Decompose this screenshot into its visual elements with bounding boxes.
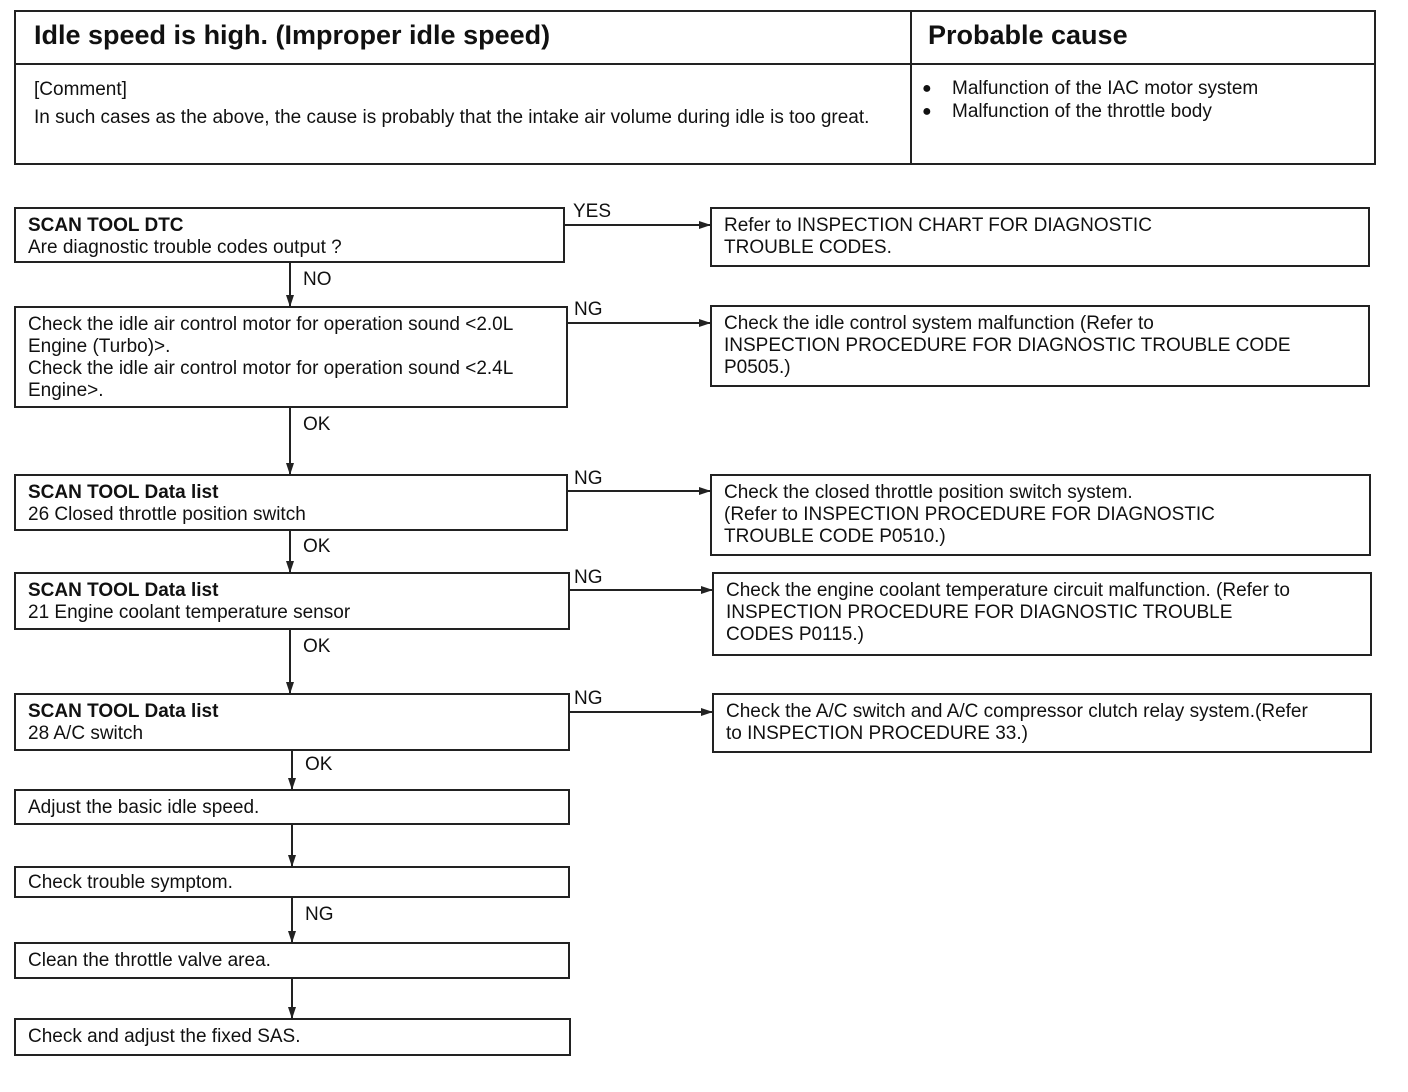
branch-label-ng: NG — [574, 567, 603, 588]
result-idle-control-system — [710, 305, 1370, 387]
step-clean-throttle-valve — [14, 942, 570, 979]
step-iac-motor-sound — [14, 306, 568, 408]
probable-cause-heading: Probable cause — [912, 12, 1374, 65]
result-text: INSPECTION PROCEDURE FOR DIAGNOSTIC TROUBLE — [726, 602, 1233, 623]
step-ac-switch — [14, 693, 570, 751]
result-text: Refer to INSPECTION CHART FOR DIAGNOSTIC — [724, 215, 1152, 236]
bullet-icon: ● — [922, 80, 932, 97]
step-text: Check the idle air control motor for operation sound <2.4L — [28, 358, 514, 379]
step-title: SCAN TOOL Data list — [28, 482, 219, 503]
step-text: Clean the throttle valve area. — [28, 950, 271, 971]
result-text: TROUBLE CODES. — [724, 237, 892, 258]
branch-label-yes: YES — [573, 201, 612, 222]
step-adjust-fixed-sas — [14, 1018, 571, 1056]
branch-label-ok: OK — [303, 536, 331, 557]
page-title: Idle speed is high. (Improper idle speed) — [16, 12, 912, 65]
step-text: Engine>. — [28, 380, 104, 401]
branch-label-no: NO — [303, 269, 332, 290]
step-title: SCAN TOOL Data list — [28, 701, 219, 722]
step-title: SCAN TOOL Data list — [28, 580, 219, 601]
branch-label-ng: NG — [574, 688, 603, 709]
step-check-trouble-symptom — [14, 866, 570, 898]
result-text: CODES P0115.) — [726, 624, 864, 645]
step-text: 21 Engine coolant temperature sensor — [28, 602, 351, 623]
branch-label-ok: OK — [303, 636, 331, 657]
result-text: INSPECTION PROCEDURE FOR DIAGNOSTIC TROUBLE CODE — [724, 335, 1291, 356]
step-text: Check the idle air control motor for operation sound <2.0L — [28, 314, 514, 335]
result-text: to INSPECTION PROCEDURE 33.) — [726, 723, 1028, 744]
step-text: Check and adjust the fixed SAS. — [28, 1026, 301, 1047]
step-text: Adjust the basic idle speed. — [28, 797, 260, 818]
step-scan-tool-dtc — [14, 207, 565, 263]
step-text: Engine (Turbo)>. — [28, 336, 171, 357]
result-ac-switch-system — [712, 693, 1372, 753]
step-coolant-temp-sensor — [14, 572, 570, 630]
result-text: Check the A/C switch and A/C compressor clutch relay system.(Refer — [726, 701, 1308, 722]
cause-text: Malfunction of the IAC motor system — [952, 78, 1259, 99]
result-text: Check the engine coolant temperature circuit malfunction. (Refer to — [726, 580, 1290, 601]
result-text: Check the closed throttle position switch system. — [724, 482, 1133, 503]
result-text: Check the idle control system malfunction (Refer to — [724, 313, 1154, 334]
step-closed-throttle-switch — [14, 474, 568, 531]
result-coolant-temp-circuit — [712, 572, 1372, 656]
step-text: 26 Closed throttle position switch — [28, 504, 306, 525]
result-text: TROUBLE CODE P0510.) — [724, 526, 946, 547]
step-text: Check trouble symptom. — [28, 872, 233, 893]
step-adjust-idle-speed — [14, 789, 570, 825]
branch-label-ng: NG — [574, 299, 603, 320]
comment-label: [Comment] — [34, 79, 127, 100]
comment-text: In such cases as the above, the cause is probably that the intake air volume during idle is too great. — [34, 107, 870, 128]
step-text: 28 A/C switch — [28, 723, 144, 744]
branch-label-ok: OK — [305, 754, 333, 775]
bullet-icon: ● — [922, 103, 932, 120]
branch-label-ok: OK — [303, 414, 331, 435]
branch-label-ng: NG — [574, 468, 603, 489]
step-title: SCAN TOOL DTC — [28, 215, 184, 236]
result-closed-throttle-system — [710, 474, 1371, 556]
result-dtc-inspection-chart — [710, 207, 1370, 267]
result-text: (Refer to INSPECTION PROCEDURE FOR DIAGNOSTIC — [724, 504, 1215, 525]
result-text: P0505.) — [724, 357, 791, 378]
cause-text: Malfunction of the throttle body — [952, 101, 1212, 122]
branch-label-ng: NG — [305, 904, 334, 925]
step-text: Are diagnostic trouble codes output ? — [28, 237, 342, 258]
